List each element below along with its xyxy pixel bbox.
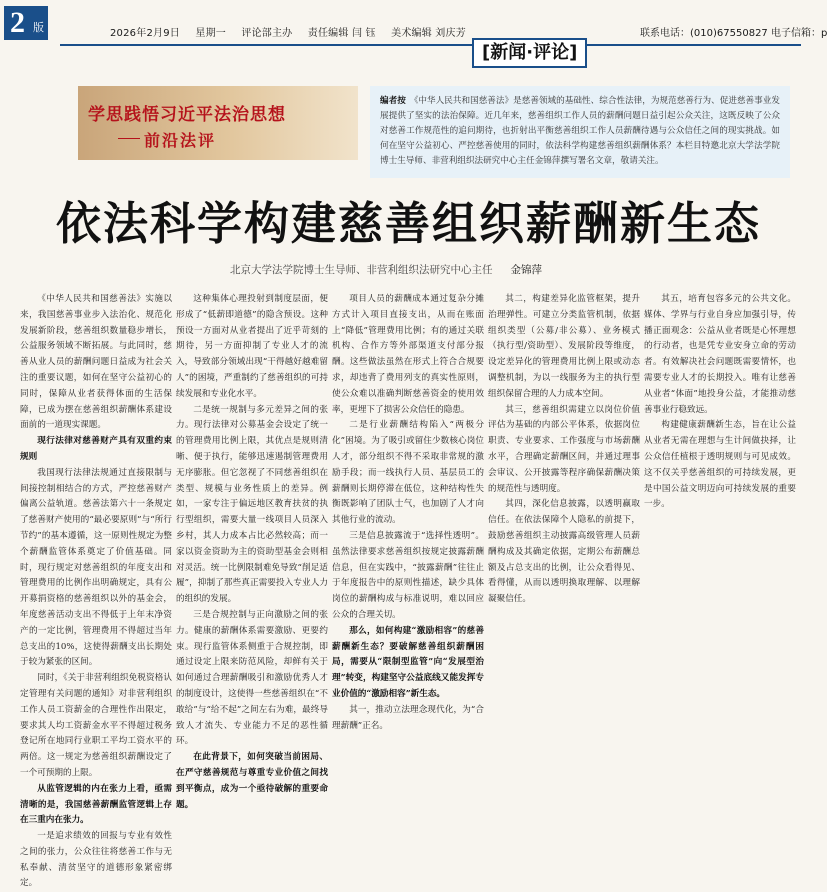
editor-note-label: 编者按 xyxy=(380,96,406,106)
subheading: 现行法律对慈善财产具有双重约束规则 xyxy=(20,436,172,462)
body-paragraph: 我国现行法律法规通过直接限制与间接控制相结合的方式，严控慈善财产偏离公益轨道。慈善法第六十一条规定了慈善财产使用的“最必要原则”与“所行节约”的基本遵循，这一原则性规定为整个薪酬监管体系奠定了价值基础。同时，现行规定对慈善组织的年度支出和管理费用的比例作出明确规定，具有公开募捐资格的慈善组织以外的基金会，年度慈善活动支出不得低于上年末净资产的一定比例，管理费用不得超过当年总支出的10%，这使得薪酬支出长期处于较为紧张的区间。 xyxy=(20,467,172,668)
body-paragraph: 其三，慈善组织需建立以岗位价值评估为基础的内部公平体系，依据岗位职责、专业要求、工作强度与市场薪酬水平，合理确定薪酬区间，并通过理事会审议、公开披露等程序确保薪酬决策的规范性与透明度。 xyxy=(488,404,640,494)
page-number: 2 xyxy=(10,6,25,39)
body-paragraph: 三是信息披露流于“选择性透明”。虽然法律要求慈善组织按规定披露薪酬信息，但在实践中，“披露薪酬”往往止于年度报告中的原则性描述，缺少具体岗位的薪酬构成与标准说明，难以回应公众的合理关切。 xyxy=(332,530,484,620)
body-paragraph: 一是追求绩效的回报与专业有效性之间的张力，公众往往将慈善工作与无私奉献、清贫坚守的道德形象紧密绑定。 xyxy=(20,831,172,889)
article-column-3 xyxy=(332,292,484,828)
responsible-editor: 责任编辑 闫 钰 xyxy=(307,28,376,39)
article-column-1 xyxy=(20,292,172,889)
subheading: 在此背景下，如何突破当前困局、在严守慈善规范与尊重专业价值之间找到平衡点，成为一个亟待破解的重要命题。 xyxy=(176,752,328,810)
body-paragraph: 其五，培育包容多元的公共文化。媒体、学界与行业自身应加强引导，传播正面观念：公益从业者既是心怀理想的行动者，也是凭专业安身立命的劳动者。有效解决社会问题既需要情怀，也需要专业人才的长期投入。唯有让慈善从业者“体面”地投身公益，才能推动慈善事业行稳致远。 xyxy=(644,294,796,415)
author-title: 北京大学法学院博士生导师、非营利组织法研究中心主任 xyxy=(230,264,493,276)
subheading: 那么，如何构建“激励相容”的慈善薪酬新生态？要破解慈善组织薪酬困局，需要从“限制型监管”向“发展型治理”转变，构建坚守公益底线又能发挥专业价值的“激励相容”新生态。 xyxy=(332,625,484,699)
banner-title: 学思践悟习近平法治思想 xyxy=(88,105,286,125)
banner-subtitle: 前沿法评 xyxy=(144,128,216,151)
author-name: 金锦萍 xyxy=(510,264,542,276)
body-paragraph: 这种集体心理投射到制度层面，便形成了“低薪即道德”的隐含预设。这种预设一方面对从业者提出了近乎苛刻的期待，另一方面抑制了专业人才的流入，导致部分领域出现“干得越好越难留人”的困境，严重制约了慈善组织的可持续发展和专业化水平。 xyxy=(176,294,328,399)
issue-date: 2026年2月9日 xyxy=(110,28,180,39)
article-column-4 xyxy=(488,292,640,828)
body-paragraph: 其四，深化信息披露，以透明赢取信任。在依法保障个人隐私的前提下，鼓励慈善组织主动披露高级管理人员薪酬构成及其确定依据，定期公布薪酬总额及占总支出的比例，让公众看得见、看得懂，从而以透明换取理解、以理解凝聚信任。 xyxy=(488,499,640,605)
body-paragraph: 三是合规控制与正向激励之间的张力。健康的薪酬体系需要激励、更要约束。现行监管体系侧重于合规控制，即通过设定上限来防范风险，却鲜有关于如何通过合理薪酬吸引和激励优秀人才的制度设计，这使得一些慈善组织在“不敢给”与“给不起”之间左右为难，最终导致人才流失、专业能力不足的恶性循环。 xyxy=(176,609,328,747)
editor-note-text: 《中华人民共和国慈善法》是慈善领域的基础性、综合性法律，为规范慈善行为、促进慈善事业发展提供了坚实的法治保障。近几年来，慈善组织工作人员的薪酬问题日益引起公众关注，这既反映了公众对慈善工作规范性的追问期待，也折射出平衡慈善组织工作人员薪酬待遇与公众信任之间的现实挑战。如何在坚守公益初心、严控慈善使用的同时，依法科学构建慈善组织薪酬体系？本栏目特邀北京大学法学院博士生导师、非营利组织法研究中心主任金锦萍撰写署名文章，敬请关注。 xyxy=(380,96,780,166)
body-paragraph: 其二，构建差异化监管框架，提升治理弹性。可建立分类监管机制，依据组织类型（公募/非公募）、业务模式（执行型/资助型）、发展阶段等维度，设定差异化的管理费用比例上限或动态调整机制，为以一线服务为主的执行型组织保留合理的人力成本空间。 xyxy=(488,294,640,399)
body-paragraph: 项目人员的薪酬成本通过复杂分摊方式计入项目直接支出，从而在账面上“降低”管理费用比例；有的通过关联机构、合作方等外部渠道支付部分报酬。这些做法虽然在形式上符合合规要求，却违背了费用列支的真实性原则，使公众难以准确判断慈善资金的使用效率，更埋下了损害公众信任的隐患。 xyxy=(332,294,484,415)
editor-note xyxy=(370,86,790,178)
header-contact: 联系电话：(010)67550827 电子信箱：p xyxy=(640,28,827,39)
page-unit: 版 xyxy=(33,21,44,34)
art-editor: 美术编辑 刘庆芳 xyxy=(391,28,466,39)
header-meta xyxy=(110,24,478,39)
body-paragraph: 同时，《关于非营利组织免税资格认定管理有关问题的通知》对非营利组织工作人员工资薪金的合理性作出限定，要求其人均工资薪金水平不得超过税务登记所在地同行业职工平均工资水平的两倍。这一规定为慈善组织薪酬设定了一个可预期的上限。 xyxy=(20,673,172,778)
column-banner xyxy=(78,86,358,160)
article-column-2 xyxy=(176,292,328,828)
body-paragraph: 构建健康薪酬新生态，旨在让公益从业者无需在理想与生计间做抉择，让公众信任植根于透明规则与可见成效。这不仅关乎慈善组织的可持续发展，更是中国公益文明迈向可持续发展的重要一步。 xyxy=(644,420,796,510)
subheading: 从监管逻辑的内在张力上看，亟需清晰的是，我国慈善薪酬监管逻辑上存在三重内在张力。 xyxy=(20,783,172,826)
article-byline xyxy=(230,262,542,277)
header-rule xyxy=(60,44,801,46)
body-paragraph: 《中华人民共和国慈善法》实施以来，我国慈善事业步入法治化、规范化发展新阶段，慈善组织数量稳步增长，公益服务领域不断拓展。与此同时，慈善从业人员的薪酬问题日益成为社会关注的重要议题，如何在坚守公益初心的同时，保障从业者获得体面的生活保障，已成为摆在慈善组织薪酬体系建设面前的一道现实课题。 xyxy=(20,294,172,431)
body-paragraph: 其一，推动立法理念现代化，为“合理薪酬”正名。 xyxy=(332,704,484,731)
article-headline: 依法科学构建慈善组织薪酬新生态 xyxy=(56,197,762,250)
issue-weekday: 星期一 xyxy=(195,28,226,39)
edited-by: 评论部主办 xyxy=(241,28,293,39)
section-label: [新闻·评论] xyxy=(472,38,587,68)
body-paragraph: 二是行业薪酬结构陷入“两极分化”困境。为了吸引或留住少数核心岗位人才，部分组织不得不采取非常规的激励手段；而一线执行人员、基层员工的薪酬则长期停滞在低位，这种结构性失衡既影响了团队士气，也加剧了人才向其他行业的流动。 xyxy=(332,420,484,526)
body-paragraph: 二是统一规制与多元差异之间的张力。现行法律对公募基金会设定了统一的管理费用比例上限，其优点是规则清晰、便于执行，能够迅速遏制管理费用无序膨胀。但它忽视了不同慈善组织在类型、规模与业务性质上的差异。例如，一家专注于偏远地区教育扶贫的执行型组织，需要大量一线项目人员深入乡村，其人力成本占比必然较高；而一家以资金资助为主的资助型基金会则相对灵活。统一比例限制难免导致“削足适履”，抑制了那些真正需要投入专业人力的组织的发展。 xyxy=(176,404,328,605)
page-header xyxy=(0,0,827,48)
page-number-badge xyxy=(4,6,48,40)
article-column-5 xyxy=(644,292,796,828)
